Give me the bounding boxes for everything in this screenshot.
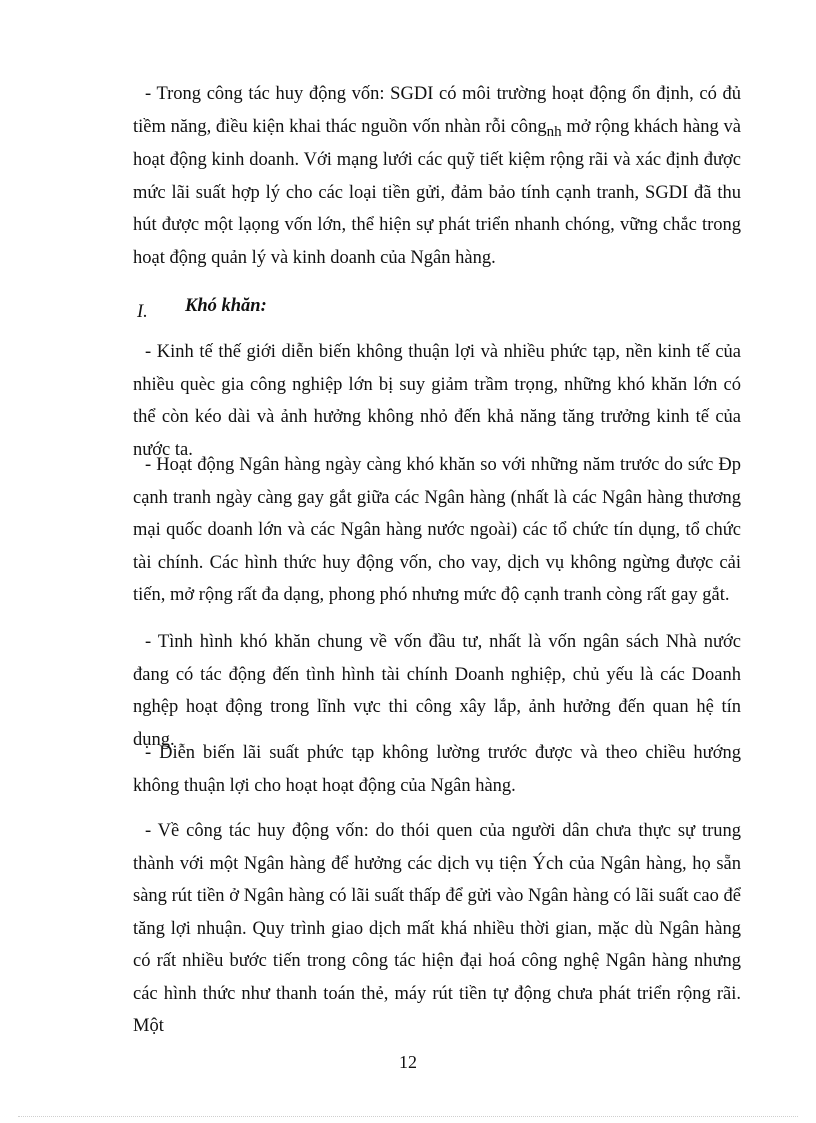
page-bottom-divider <box>18 1116 798 1117</box>
paragraph-world-economy: - Kinh tế thế giới diễn biến không thuận lợi và nhiều phức tạp, nền kinh tế của nhiều quèc gia công nghiệp lớn bị suy giảm trầm trọng, những khó khăn lớn có thể còn kéo dài và ảnh hưởng không nhỏ đến khả năng tăng trưởng kinh tế của nước ta. <box>133 342 741 460</box>
paragraph-banking-competition: - Hoạt động Ngân hàng ngày càng khó khăn so với những năm trước do sức Đp cạnh tranh ngày càng gay gắt giữa các Ngân hàng (nhất là các Ngân hàng thương mại quốc doanh lớn và các Ngân hàng nước ngoài) các tổ chức tín dụng, tổ chức tài chính. Các hình thức huy động vốn, cho vay, dịch vụ không ngừng được cải tiến, mở rộng rất đa dạng, phong phó nhưng mức độ cạnh tranh còng rất gay gắt. <box>133 455 741 605</box>
page-number: 12 <box>399 1052 417 1072</box>
paragraph-capital-mobilization <box>133 78 741 274</box>
paragraph-text-continued: mở rộng khách hàng và hoạt động kinh doanh. Với mạng lưới các quỹ tiết kiệm rộng rãi và xác định được mức lãi suất hợp lý cho các loại tiền gửi, đảm bảo tính cạnh tranh, SGDI đã thu hút được một lạọng vốn lớn, thể hiện sự phát triển nhanh chóng, vững chắc trong hoạt động quản lý và kinh doanh của Ngân hàng. <box>133 116 741 268</box>
paragraph-text: - Trong công tác huy động vốn: SGDI có môi trường hoạt động ổn định, có đủ tiềm năng, điều kiện khai thác nguồn vốn nhàn rỗi công <box>133 84 741 137</box>
paragraph-subscript: nh <box>546 123 562 140</box>
section-heading <box>137 296 267 322</box>
paragraph-investment-capital: - Tình hình khó khăn chung về vốn đầu tư, nhất là vốn ngân sách Nhà nước đang có tác động đến tình hình tài chính Doanh nghiệp, chủ yếu là các Doanh nghệp hoạt động trong lĩnh vực thi công xây lắp, ảnh hưởng đến quan hệ tín dụng. <box>133 632 741 750</box>
section-title: Khó khăn: <box>185 296 267 316</box>
paragraph-customer-habits: - Về công tác huy động vốn: do thói quen của người dân chưa thực sự trung thành với một Ngân hàng để hưởng các dịch vụ tiện Ých của Ngân hàng, họ sẵn sàng rút tiền ở Ngân hàng có lãi suất thấp để gửi vào Ngân hàng có lãi suất cao để tăng lợi nhuận. Quy trình giao dịch mất khá nhiều thời gian, mặc dù Ngân hàng có rất nhiều bước tiến trong công tác hiện đại hoá công nghệ Ngân hàng nhưng các hình thức như thanh toán thẻ, máy rút tiền tự động chưa phát triển rộng rãi. Một <box>133 821 741 1036</box>
section-number: I. <box>137 302 148 322</box>
paragraph-interest-rates: - Diễn biến lãi suất phức tạp không lường trước được và theo chiều hướng không thuận lợi cho hoạt hoạt động của Ngân hàng. <box>133 743 741 796</box>
